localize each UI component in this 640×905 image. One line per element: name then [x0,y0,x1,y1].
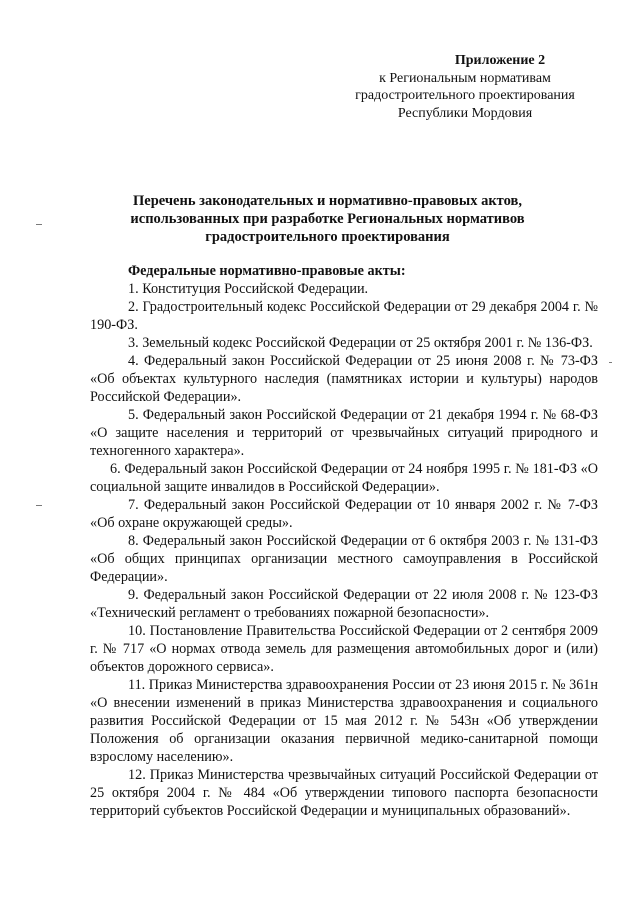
appendix-title: Приложение 2 [454,53,546,68]
list-item: 8. Федеральный закон Российской Федерации от 6 октября 2003 г. № 131-ФЗ «Об общих принципах организации местного самоуправления в Российской Федерации». [90,533,598,585]
appendix-line: Республики Мордовия [397,105,533,121]
list-item: 9. Федеральный закон Российской Федерации от 22 июля 2008 г. № 123-ФЗ «Технический регламент о требованиях пожарной безопасности». [90,587,598,621]
appendix-line: градостроительного проектирования [355,88,575,103]
acts-list [90,262,598,820]
list-item: 2. Градостроительный кодекс Российской Федерации от 29 декабря 2004 г. № 190-ФЗ. [90,299,598,333]
list-item: 3. Земельный кодекс Российской Федерации от 25 октября 2001 г. № 136-ФЗ. [128,335,593,351]
scan-mark [36,505,42,506]
appendix-header [330,52,600,122]
scan-mark [609,362,612,363]
list-item: 1. Конституция Российской Федерации. [128,281,369,297]
document-title [90,192,565,246]
appendix-line: к Региональным нормативам [379,70,551,86]
list-item: 4. Федеральный закон Российской Федерации от 25 июня 2008 г. № 73-ФЗ «Об объектах культурного наследия (памятниках истории и культуры) народов Российской Федерации». [90,353,598,405]
document-title-line: использованных при разработке Региональных нормативов [130,211,525,227]
document-title-line: Перечень законодательных и нормативно-правовых актов, [133,193,522,209]
list-item: 5. Федеральный закон Российской Федерации от 21 декабря 1994 г. № 68-ФЗ «О защите населения и территорий от чрезвычайных ситуаций природного и техногенного характера». [90,407,598,459]
list-item: 10. Постановление Правительства Российской Федерации от 2 сентября 2009 г. № 717 «О нормах отвода земель для размещения автомобильных дорог и (или) объектов дорожного сервиса». [90,623,598,675]
list-item: 7. Федеральный закон Российской Федерации от 10 января 2002 г. № 7-ФЗ «Об охране окружающей среды». [90,497,598,531]
list-item: 11. Приказ Министерства здравоохранения России от 23 июня 2015 г. № 361н «О внесении изменений в приказ Министерства здравоохранения и социального развития Российской Федерации от 15 мая 2012 г. № 543н «Об утверждении Положения об организации оказания первичной медико-санитарной помощи взрослому населению». [90,677,598,765]
list-item: 6. Федеральный закон Российской Федерации от 24 ноября 1995 г. № 181-ФЗ «О социальной защите инвалидов в Российской Федерации». [90,461,598,495]
document-title-line: градостроительного проектирования [205,229,450,245]
section-heading: Федеральные нормативно-правовые акты: [128,263,406,279]
scan-mark [36,224,42,225]
list-item: 12. Приказ Министерства чрезвычайных ситуаций Российской Федерации от 25 октября 2004 г. № 484 «Об утверждении типового паспорта безопасности территорий субъектов Российской Федерации и муниципальных образований». [90,767,598,819]
